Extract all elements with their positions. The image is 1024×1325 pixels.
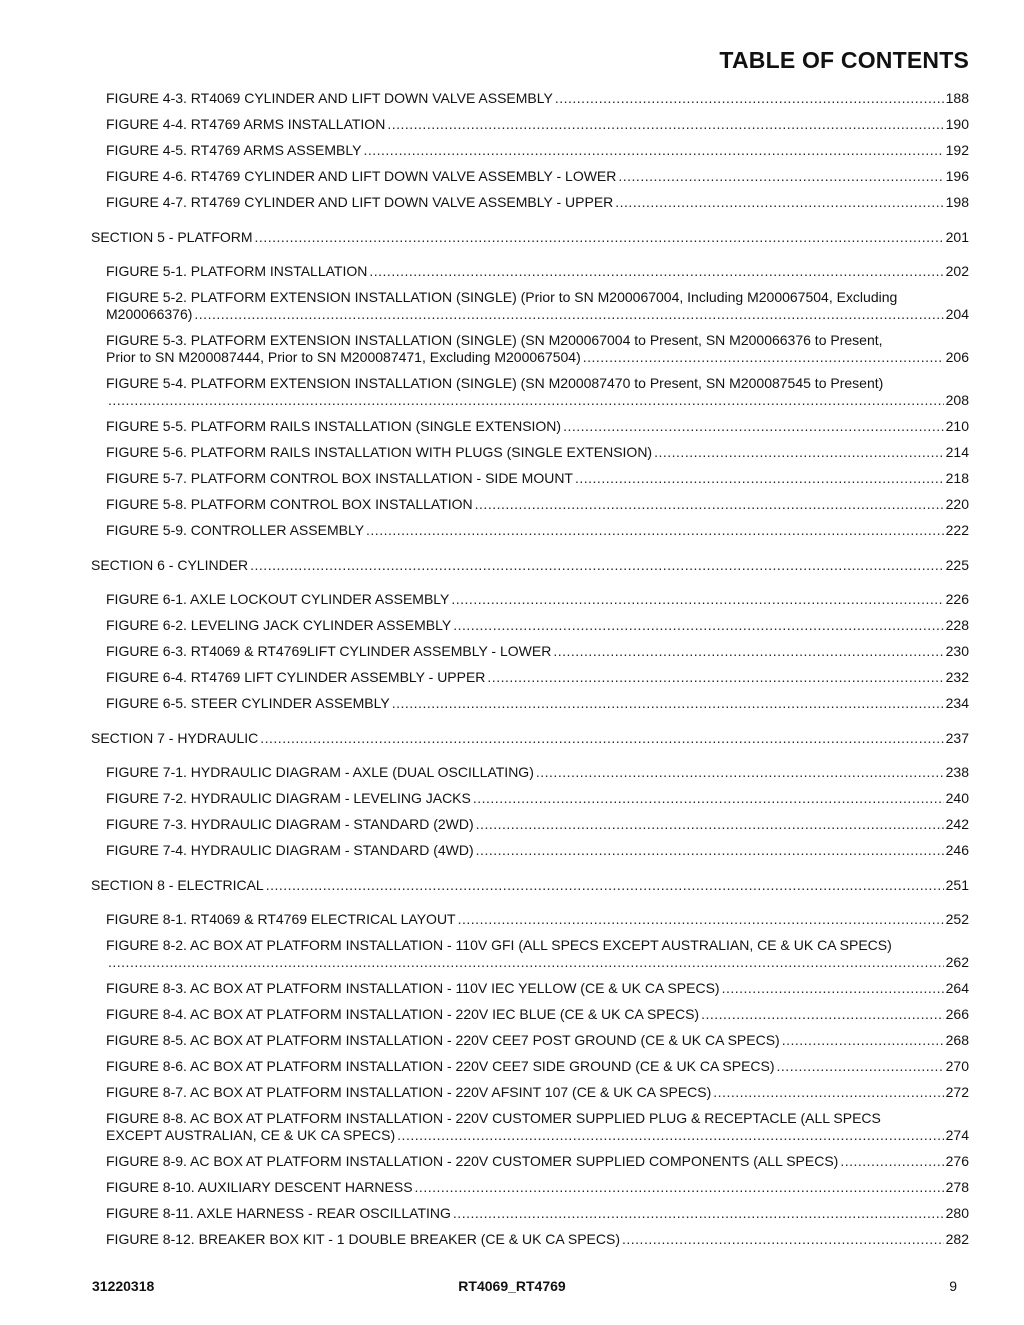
dot-leader	[575, 470, 944, 487]
dot-leader	[622, 1231, 944, 1248]
dot-leader	[387, 116, 943, 133]
toc-entry[interactable]	[106, 617, 969, 634]
dot-leader	[415, 1179, 944, 1196]
toc-page-number: 238	[945, 764, 969, 780]
toc-page-number: 206	[945, 349, 969, 365]
dot-leader	[722, 980, 944, 997]
page-footer	[0, 1278, 1024, 1298]
toc-page-number: 196	[945, 168, 969, 184]
toc-entry[interactable]	[106, 444, 969, 461]
dot-leader	[108, 954, 944, 971]
toc-entry-title: SECTION 6 - CYLINDER	[91, 557, 249, 573]
dot-leader	[369, 263, 943, 280]
toc-page-number: 278	[945, 1179, 969, 1195]
toc-entry[interactable]	[106, 937, 969, 971]
toc-page-number: 225	[945, 557, 969, 573]
toc-entry[interactable]	[106, 496, 969, 513]
toc-entry[interactable]	[91, 557, 969, 574]
toc-entry-title: FIGURE 8-7. AC BOX AT PLATFORM INSTALLATION - 220V AFSINT 107 (CE & UK CA SPECS)	[106, 1084, 712, 1100]
toc-entry-text: FIGURE 8-2. AC BOX AT PLATFORM INSTALLATION - 110V GFI (ALL SPECS EXCEPT AUSTRALIAN, CE & UK CA SPECS)	[106, 937, 892, 953]
toc-page-number: 234	[945, 695, 969, 711]
toc-page-number: 230	[945, 643, 969, 659]
dot-leader	[840, 1153, 943, 1170]
toc-entry[interactable]	[106, 1231, 969, 1248]
toc-page-number: 208	[945, 392, 969, 408]
toc-page-number: 246	[945, 842, 969, 858]
toc-entry-title: FIGURE 7-1. HYDRAULIC DIAGRAM - AXLE (DUAL OSCILLATING)	[106, 764, 534, 780]
toc-page-number: 210	[945, 418, 969, 434]
dot-leader	[397, 1127, 943, 1144]
toc-entry[interactable]	[106, 142, 969, 159]
toc-entry-text: FIGURE 8-8. AC BOX AT PLATFORM INSTALLATION - 220V CUSTOMER SUPPLIED PLUG & RECEPTACLE (ALL SPECS	[106, 1110, 881, 1126]
toc-entry[interactable]	[106, 842, 969, 859]
toc-entry-title: FIGURE 5-5. PLATFORM RAILS INSTALLATION (SINGLE EXTENSION)	[106, 418, 562, 434]
toc-entry-title: FIGURE 6-5. STEER CYLINDER ASSEMBLY	[106, 695, 390, 711]
toc-entry[interactable]	[91, 730, 969, 747]
toc-page-number: 204	[945, 306, 969, 322]
dot-leader	[108, 392, 944, 409]
toc-entry[interactable]	[106, 790, 969, 807]
dot-leader	[476, 842, 944, 859]
toc-page-number: 226	[945, 591, 969, 607]
toc-entry[interactable]	[106, 470, 969, 487]
toc-entry[interactable]	[106, 1179, 969, 1196]
toc-entry-text: FIGURE 5-3. PLATFORM EXTENSION INSTALLATION (SINGLE) (SN M200067004 to Present, SN M200066376 to Present,	[106, 332, 883, 348]
toc-entry[interactable]	[106, 263, 969, 280]
dot-leader	[713, 1084, 943, 1101]
toc-page-number: 240	[945, 790, 969, 806]
dot-leader	[250, 557, 944, 574]
dot-leader	[363, 142, 943, 159]
toc-page-number: 270	[945, 1058, 969, 1074]
toc-page-number: 264	[945, 980, 969, 996]
toc-page-number: 276	[945, 1153, 969, 1169]
toc-entry[interactable]	[106, 375, 969, 409]
toc-page-number: 228	[945, 617, 969, 633]
toc-page-number: 280	[945, 1205, 969, 1221]
toc-entry[interactable]	[106, 168, 969, 185]
toc-entry-title: FIGURE 7-2. HYDRAULIC DIAGRAM - LEVELING JACKS	[106, 790, 471, 806]
toc-entry-text: FIGURE 5-4. PLATFORM EXTENSION INSTALLATION (SINGLE) (SN M200087470 to Present, SN M200087545 to Present)	[106, 375, 884, 391]
toc-entry-title: FIGURE 5-9. CONTROLLER ASSEMBLY	[106, 522, 365, 538]
dot-leader	[583, 349, 944, 366]
toc-entry-title: FIGURE 4-7. RT4769 CYLINDER AND LIFT DOWN VALVE ASSEMBLY - UPPER	[106, 194, 614, 210]
toc-page-number: 188	[945, 90, 969, 106]
toc-entry-title: Prior to SN M200087444, Prior to SN M200087471, Excluding M200067504)	[106, 349, 581, 365]
toc-entry-title: FIGURE 6-3. RT4069 & RT4769LIFT CYLINDER ASSEMBLY - LOWER	[106, 643, 552, 659]
toc-entry-title: FIGURE 5-6. PLATFORM RAILS INSTALLATION WITH PLUGS (SINGLE EXTENSION)	[106, 444, 653, 460]
toc-entry-title: FIGURE 6-2. LEVELING JACK CYLINDER ASSEMBLY	[106, 617, 452, 633]
toc-entry[interactable]	[106, 669, 969, 686]
toc-entry-title: FIGURE 8-1. RT4069 & RT4769 ELECTRICAL LAYOUT	[106, 911, 456, 927]
dot-leader	[475, 496, 944, 513]
toc-page-number: 251	[945, 877, 969, 893]
toc-entry-title: FIGURE 8-5. AC BOX AT PLATFORM INSTALLATION - 220V CEE7 POST GROUND (CE & UK CA SPECS)	[106, 1032, 780, 1048]
toc-entry-title: EXCEPT AUSTRALIAN, CE & UK CA SPECS)	[106, 1127, 396, 1143]
toc-entry-title: FIGURE 8-10. AUXILIARY DESCENT HARNESS	[106, 1179, 413, 1195]
toc-entry[interactable]	[106, 980, 969, 997]
toc-page-number: 190	[945, 116, 969, 132]
toc-entry[interactable]	[106, 194, 969, 211]
toc-entry[interactable]	[106, 764, 969, 781]
dot-leader	[536, 764, 944, 781]
toc-page-number: 274	[945, 1127, 969, 1143]
toc-page-number: 218	[945, 470, 969, 486]
toc-entry-title: FIGURE 5-8. PLATFORM CONTROL BOX INSTALLATION	[106, 496, 473, 512]
toc-entry[interactable]	[91, 229, 969, 246]
toc-entry[interactable]	[106, 1110, 969, 1144]
toc-entry-title: SECTION 5 - PLATFORM	[91, 229, 253, 245]
toc-page-number: 268	[945, 1032, 969, 1048]
table-of-contents	[0, 90, 1024, 1248]
dot-leader	[266, 877, 944, 894]
toc-entry[interactable]	[106, 1058, 969, 1075]
dot-leader	[615, 194, 943, 211]
dot-leader	[555, 90, 944, 107]
dot-leader	[553, 643, 943, 660]
toc-page-number: 201	[945, 229, 969, 245]
toc-page-number: 266	[945, 1006, 969, 1022]
toc-page-number: 198	[945, 194, 969, 210]
toc-page-number: 282	[945, 1231, 969, 1247]
toc-entry-title: FIGURE 8-9. AC BOX AT PLATFORM INSTALLATION - 220V CUSTOMER SUPPLIED COMPONENTS (ALL SPECS)	[106, 1153, 839, 1169]
toc-entry-title: FIGURE 6-1. AXLE LOCKOUT CYLINDER ASSEMBLY	[106, 591, 450, 607]
toc-entry[interactable]	[91, 877, 969, 894]
dot-leader	[782, 1032, 944, 1049]
toc-entry[interactable]	[106, 643, 969, 660]
toc-entry-text: FIGURE 5-2. PLATFORM EXTENSION INSTALLATION (SINGLE) (Prior to SN M200067004, Including M200067504, Excluding	[106, 289, 898, 305]
toc-entry-title: FIGURE 4-5. RT4769 ARMS ASSEMBLY	[106, 142, 362, 158]
dot-leader	[618, 168, 943, 185]
toc-entry[interactable]	[106, 1084, 969, 1101]
footer-model: RT4069_RT4769	[458, 1278, 566, 1294]
toc-entry-title: SECTION 7 - HYDRAULIC	[91, 730, 259, 746]
toc-page-number: 272	[945, 1084, 969, 1100]
toc-entry-title: FIGURE 7-3. HYDRAULIC DIAGRAM - STANDARD (2WD)	[106, 816, 474, 832]
toc-page-number: 252	[945, 911, 969, 927]
toc-entry-title: FIGURE 5-1. PLATFORM INSTALLATION	[106, 263, 368, 279]
toc-entry-title: M200066376)	[106, 306, 193, 322]
toc-entry[interactable]	[106, 90, 969, 107]
dot-leader	[453, 1205, 944, 1222]
footer-doc-number: 31220318	[92, 1278, 155, 1294]
toc-entry[interactable]	[106, 816, 969, 833]
toc-page-number: 262	[945, 954, 969, 970]
toc-entry-title: SECTION 8 - ELECTRICAL	[91, 877, 264, 893]
toc-entry-title: FIGURE 6-4. RT4769 LIFT CYLINDER ASSEMBLY - UPPER	[106, 669, 486, 685]
toc-page-number: 222	[945, 522, 969, 538]
dot-leader	[487, 669, 943, 686]
toc-page-number: 202	[945, 263, 969, 279]
toc-entry-title: FIGURE 8-6. AC BOX AT PLATFORM INSTALLATION - 220V CEE7 SIDE GROUND (CE & UK CA SPECS)	[106, 1058, 775, 1074]
toc-entry-title: FIGURE 4-4. RT4769 ARMS INSTALLATION	[106, 116, 386, 132]
toc-page-number: 237	[945, 730, 969, 746]
toc-page-number: 214	[945, 444, 969, 460]
dot-leader	[563, 418, 944, 435]
footer-page-number: 9	[949, 1278, 957, 1294]
dot-leader	[476, 816, 944, 833]
toc-entry-title: FIGURE 5-7. PLATFORM CONTROL BOX INSTALLATION - SIDE MOUNT	[106, 470, 573, 486]
toc-entry[interactable]	[106, 332, 969, 366]
toc-entry[interactable]	[106, 695, 969, 712]
dot-leader	[194, 306, 943, 323]
toc-entry[interactable]	[106, 522, 969, 539]
toc-entry[interactable]	[106, 116, 969, 133]
toc-entry-title: FIGURE 4-3. RT4069 CYLINDER AND LIFT DOWN VALVE ASSEMBLY	[106, 90, 553, 106]
dot-leader	[777, 1058, 944, 1075]
toc-entry[interactable]	[106, 289, 969, 323]
toc-page-number: 192	[945, 142, 969, 158]
dot-leader	[255, 229, 944, 246]
toc-page-number: 220	[945, 496, 969, 512]
toc-entry-title: FIGURE 4-6. RT4769 CYLINDER AND LIFT DOWN VALVE ASSEMBLY - LOWER	[106, 168, 617, 184]
toc-entry-title: FIGURE 8-3. AC BOX AT PLATFORM INSTALLATION - 110V IEC YELLOW (CE & UK CA SPECS)	[106, 980, 720, 996]
dot-leader	[701, 1006, 944, 1023]
toc-entry-title: FIGURE 8-12. BREAKER BOX KIT - 1 DOUBLE BREAKER (CE & UK CA SPECS)	[106, 1231, 620, 1247]
toc-page-number: 242	[945, 816, 969, 832]
toc-page-number: 232	[945, 669, 969, 685]
toc-entry-title: FIGURE 8-4. AC BOX AT PLATFORM INSTALLATION - 220V IEC BLUE (CE & UK CA SPECS)	[106, 1006, 700, 1022]
toc-entry[interactable]	[106, 1006, 969, 1023]
toc-entry[interactable]	[106, 1205, 969, 1222]
toc-entry-title: FIGURE 8-11. AXLE HARNESS - REAR OSCILLATING	[106, 1205, 451, 1221]
dot-leader	[654, 444, 944, 461]
dot-leader	[260, 730, 943, 747]
page-title: TABLE OF CONTENTS	[719, 47, 969, 73]
toc-entry-title: FIGURE 7-4. HYDRAULIC DIAGRAM - STANDARD (4WD)	[106, 842, 474, 858]
dot-leader	[366, 522, 944, 539]
toc-entry[interactable]	[106, 591, 969, 608]
dot-leader	[453, 617, 943, 634]
dot-leader	[392, 695, 944, 712]
toc-entry[interactable]	[106, 418, 969, 435]
dot-leader	[473, 790, 944, 807]
dot-leader	[451, 591, 943, 608]
toc-entry[interactable]	[106, 1032, 969, 1049]
toc-entry[interactable]	[106, 911, 969, 928]
toc-entry[interactable]	[106, 1153, 969, 1170]
dot-leader	[458, 911, 944, 928]
